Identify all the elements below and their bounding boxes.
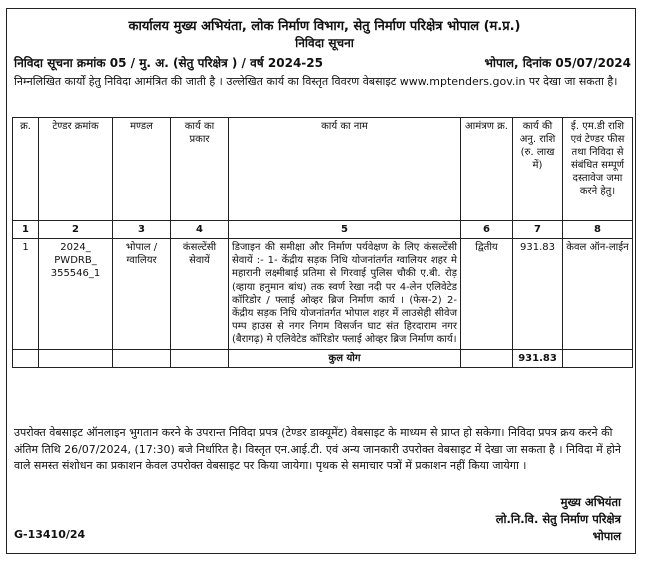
footer-text: उपरोक्त वेबसाइट ऑनलाइन भुगतान करने के उपरान्त निविदा प्रपत्र (टेण्डर डाक्यूमेंट) वेबसाइट के माध्यम से प्राप्त हो सकेगा। निविदा प्रपत्र क्रय करने की अंतिम तिथि 26/07/2024, (17:30) बजे निर्धारित है। विस्तृत एन.आई.टी. एवं अन्य जानकारी उपरोक्त वेबसाइट में देखा जा सकता है । निविदा में होने वाले समस्त संशोधन का प्रकाशन केवल उपरोक्त वेबसाइट पर किया जायेगा। पृथक से समाचार पत्रों में प्रकाशन नहीं किया जायेगा । xyxy=(14,426,622,472)
col-header-emd: ई. एम.डी राशि एवं टेण्डर फीस तथा निविदा से संबंधित सम्पूर्ण दस्तावेज जमा करने हेतु। xyxy=(563,118,633,221)
row-tender-no: 2024_ PWDRB_ 355546_1 xyxy=(39,239,113,350)
row-division: भोपाल / ग्वालियर xyxy=(113,239,171,350)
row-invitation: द्वितीय xyxy=(461,239,513,350)
col-number: 2 xyxy=(39,221,113,239)
col-header-sno: क्र. xyxy=(13,118,39,221)
col-number: 7 xyxy=(513,221,563,239)
row-sno: 1 xyxy=(13,239,39,350)
col-header-tender-no: टेण्डर क्रमांक xyxy=(39,118,113,221)
row-amount: 931.83 xyxy=(513,239,563,350)
row-emd: केवल ऑन-लाईन xyxy=(563,239,633,350)
place-date: भोपाल, दिनांक 05/07/2024 xyxy=(484,56,631,70)
intro-text: निम्नलिखित कार्यों हेतु निविदा आमंत्रित की जाती है । उल्लेखित कार्य का विस्तृत विवरण वेबसाइट www.mptenders.gov.in पर देखा जा सकता है। xyxy=(14,75,618,88)
notice-title: निविदा सूचना xyxy=(295,36,354,50)
office-heading: कार्यालय मुख्य अभियंता, लोक निर्माण विभाग, सेतु निर्माण परिक्षेत्र भोपाल (म.प्र.) xyxy=(128,19,521,34)
total-label: कुल योग xyxy=(229,349,461,367)
col-number: 3 xyxy=(113,221,171,239)
col-header-division: मण्डल xyxy=(113,118,171,221)
col-header-invitation: आमंत्रण क्र. xyxy=(461,118,513,221)
table-number-row xyxy=(13,221,633,239)
signature-office: लो.नि.वि. सेतु निर्माण परिक्षेत्र xyxy=(495,512,621,526)
table-total-row xyxy=(13,349,633,367)
signature-designation: मुख्य अभियंता xyxy=(560,495,621,509)
signature-place: भोपाल xyxy=(592,529,621,543)
col-header-work-name: कार्य का नाम xyxy=(229,118,461,221)
release-code: G-13410/24 xyxy=(14,528,86,541)
col-number: 1 xyxy=(13,221,39,239)
tender-table xyxy=(12,117,633,368)
row-work-type: कंसल्टेंसी सेवायें xyxy=(171,239,229,350)
col-header-work-type: कार्य का प्रकार xyxy=(171,118,229,221)
col-number: 5 xyxy=(229,221,461,239)
notice-ref-number: निविदा सूचना क्रमांक 05 / मु. अ. (सेतु परिक्षेत्र ) / वर्ष 2024-25 xyxy=(14,56,323,70)
col-number: 4 xyxy=(171,221,229,239)
col-number: 8 xyxy=(563,221,633,239)
row-work-name: डिजाइन की समीक्षा और निर्माण पर्यवेक्षण के लिए कंसल्टेंसी सेवायें :- 1- केंद्रीय सड़क निधि योजनांतर्गत ग्वालियर शहर मे महारानी लक्ष्मीबाई प्रतिमा से गिरवाई पुलिस चौकी ए.बी. रोड़ (व्हाया हनुमान बांध) तक स्वर्ण रेखा नदी पर 4-लेन एलिवेटेड कॉरिडोर / फ्लाई ओव्हर ब्रिज निर्माण कार्य । (फेस-2) 2- केंद्रीय सड़क निधि योजनांतर्गत भोपाल शहर में लाउसेही सीवेज पम्प हाउस से नगर निगम विसर्जन घाट संत हिरदाराम नगर (बैरागढ़) मे एलिवेटेड कॉरिडोर फ्लाई ओव्हर ब्रिज निर्माण कार्य। xyxy=(229,239,461,350)
total-amount: 931.83 xyxy=(513,349,563,367)
table-header-row xyxy=(13,118,633,221)
table-row xyxy=(13,239,633,350)
col-number: 6 xyxy=(461,221,513,239)
col-header-amount: कार्य की अनु. राशि (रु. लाख में) xyxy=(513,118,563,221)
